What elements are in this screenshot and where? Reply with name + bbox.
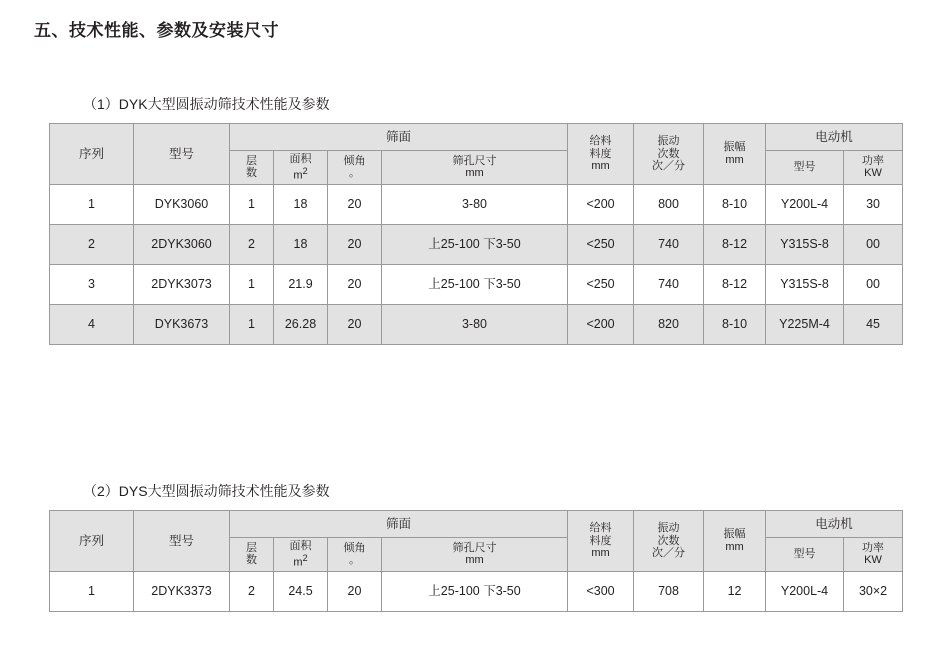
table-1-body (50, 184, 903, 344)
table-1-caption: （1）DYK大型圆振动筛技术性能及参数 (83, 96, 330, 112)
cell-layer: 1 (230, 184, 274, 224)
cell-frequency: 800 (634, 184, 704, 224)
header-feed-size: 给料 料度 mm (568, 511, 634, 572)
cell-area: 21.9 (274, 264, 328, 304)
header-layer-count: 层 数 (230, 538, 274, 572)
cell-angle: 20 (328, 264, 382, 304)
header-vibration-frequency: 振动 次数 次／分 (634, 124, 704, 185)
cell-seq: 1 (50, 184, 134, 224)
cell-area: 26.28 (274, 304, 328, 344)
header-angle: 倾角 。 (328, 538, 382, 572)
header-screen-surface: 筛面 (230, 511, 568, 538)
cell-feed: <200 (568, 184, 634, 224)
header-vibration-frequency: 振动 次数 次／分 (634, 511, 704, 572)
header-hole-size: 筛孔尺寸 mm (382, 538, 568, 572)
table-header-row-top (50, 124, 903, 151)
cell-hole: 3-80 (382, 304, 568, 344)
cell-motor-model: Y200L-4 (766, 571, 844, 611)
header-feed-size: 给料 料度 mm (568, 124, 634, 185)
spec-table-2 (49, 510, 903, 612)
cell-hole: 上25-100 下3-50 (382, 571, 568, 611)
cell-model: 2DYK3060 (134, 224, 230, 264)
cell-angle: 20 (328, 571, 382, 611)
cell-model: 2DYK3073 (134, 264, 230, 304)
table-row (50, 304, 903, 344)
cell-amplitude: 8-10 (704, 184, 766, 224)
cell-feed: <250 (568, 224, 634, 264)
cell-seq: 4 (50, 304, 134, 344)
cell-layer: 2 (230, 224, 274, 264)
cell-motor-power: 30 (844, 184, 903, 224)
cell-frequency: 708 (634, 571, 704, 611)
header-layer-count: 层 数 (230, 151, 274, 185)
cell-hole: 3-80 (382, 184, 568, 224)
cell-amplitude: 12 (704, 571, 766, 611)
header-seq: 序列 (50, 511, 134, 572)
header-angle: 倾角 。 (328, 151, 382, 185)
cell-frequency: 740 (634, 264, 704, 304)
cell-feed: <250 (568, 264, 634, 304)
cell-motor-model: Y315S-8 (766, 224, 844, 264)
header-hole-size: 筛孔尺寸 mm (382, 151, 568, 185)
table-2-body (50, 571, 903, 611)
header-seq: 序列 (50, 124, 134, 185)
cell-model: DYK3673 (134, 304, 230, 344)
page-title: 五、技术性能、参数及安装尺寸 (34, 21, 279, 40)
cell-seq: 3 (50, 264, 134, 304)
header-model: 型号 (134, 511, 230, 572)
cell-motor-power: 45 (844, 304, 903, 344)
header-motor-model: 型号 (766, 151, 844, 185)
table-row (50, 224, 903, 264)
cell-motor-model: Y315S-8 (766, 264, 844, 304)
cell-feed: <200 (568, 304, 634, 344)
table-row (50, 264, 903, 304)
cell-motor-power: 00 (844, 264, 903, 304)
cell-feed: <300 (568, 571, 634, 611)
cell-frequency: 820 (634, 304, 704, 344)
spec-table-1 (49, 123, 903, 345)
cell-seq: 2 (50, 224, 134, 264)
header-amplitude: 振幅 mm (704, 124, 766, 185)
cell-frequency: 740 (634, 224, 704, 264)
cell-angle: 20 (328, 304, 382, 344)
header-motor: 电动机 (766, 511, 903, 538)
table-row (50, 571, 903, 611)
spec-table-block-2 (0, 481, 951, 612)
cell-motor-model: Y225M-4 (766, 304, 844, 344)
header-area: 面积 $m^2$ (274, 151, 328, 185)
cell-area: 18 (274, 224, 328, 264)
cell-model: DYK3060 (134, 184, 230, 224)
table-header-row-top (50, 511, 903, 538)
header-model: 型号 (134, 124, 230, 185)
cell-seq: 1 (50, 571, 134, 611)
spec-table-block-1 (0, 94, 951, 345)
cell-layer: 1 (230, 264, 274, 304)
cell-angle: 20 (328, 184, 382, 224)
cell-amplitude: 8-10 (704, 304, 766, 344)
cell-amplitude: 8-12 (704, 224, 766, 264)
cell-motor-model: Y200L-4 (766, 184, 844, 224)
cell-area: 24.5 (274, 571, 328, 611)
cell-area: 18 (274, 184, 328, 224)
cell-hole: 上25-100 下3-50 (382, 224, 568, 264)
header-area: 面积 $m^2$ (274, 538, 328, 572)
cell-motor-power: 00 (844, 224, 903, 264)
cell-hole: 上25-100 下3-50 (382, 264, 568, 304)
table-2-caption: （2）DYS大型圆振动筛技术性能及参数 (83, 483, 330, 499)
cell-motor-power: 30×2 (844, 571, 903, 611)
header-motor-power: 功率 KW (844, 538, 903, 572)
header-motor-power: 功率 KW (844, 151, 903, 185)
header-motor-model: 型号 (766, 538, 844, 572)
cell-layer: 2 (230, 571, 274, 611)
cell-amplitude: 8-12 (704, 264, 766, 304)
cell-layer: 1 (230, 304, 274, 344)
cell-model: 2DYK3373 (134, 571, 230, 611)
table-row (50, 184, 903, 224)
cell-angle: 20 (328, 224, 382, 264)
header-motor: 电动机 (766, 124, 903, 151)
header-screen-surface: 筛面 (230, 124, 568, 151)
header-amplitude: 振幅 mm (704, 511, 766, 572)
